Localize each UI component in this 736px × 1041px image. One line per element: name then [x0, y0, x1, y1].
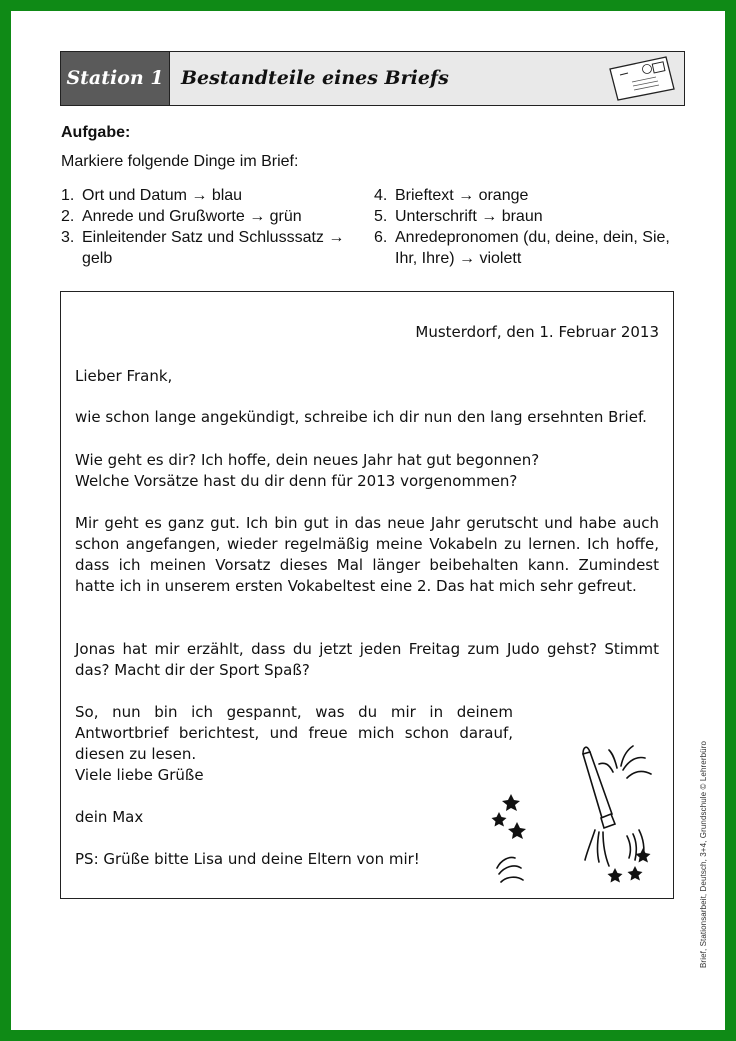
envelope-icon	[606, 55, 678, 102]
letter-ps: PS: Grüße bitte Lisa und deine Eltern von mir!	[75, 850, 420, 868]
list-item: 4. Brieftext → orange	[374, 187, 529, 204]
letter-para-2: Mir geht es ganz gut. Ich bin gut in das neue Jahr gerutscht und habe auch schon angefangen, wieder regelmäßig meine Vokabeln zu lernen. Ich hoffe, dass ich meinen Vorsatz dieses Mal länger beibehalten kann. Zumindest hatte ich in unserem ersten Vokabeltest eine 2. Das hat mich sehr gefreut.	[75, 514, 659, 595]
letter-para-1-line-1: Wie geht es dir? Ich hoffe, dein neues Jahr hat gut begonnen?	[75, 451, 540, 469]
rocket-fireworks-icon	[491, 742, 661, 890]
letter-date: Musterdorf, den 1. Februar 2013	[415, 323, 659, 341]
station-header	[60, 51, 685, 106]
task-list-left	[61, 185, 361, 269]
copyright-note: Brief, Stationsarbeit, Deutsch, 3+4, Grundschule © Lehrerbüro	[699, 740, 708, 968]
letter-para-4: So, nun bin ich gespannt, was du mir in deinem Antwortbrief berichtest, und freue mich schon darauf, diesen zu lesen.	[75, 703, 513, 763]
letter-box	[60, 291, 674, 899]
letter-salutation: Lieber Frank,	[75, 367, 173, 385]
list-item: 2. Anrede und Grußworte → grün	[61, 208, 302, 225]
task-list-right	[374, 185, 694, 269]
station-label: Station 1	[61, 52, 170, 105]
page-title: Bestandteile eines Briefs	[181, 67, 449, 89]
letter-closing: Viele liebe Grüße	[75, 766, 204, 784]
list-item: 5. Unterschrift → braun	[374, 208, 543, 225]
task-intro: Markiere folgende Dinge im Brief:	[61, 153, 299, 170]
worksheet-page	[11, 11, 725, 1030]
list-item: 6. Anredepronomen (du, deine, dein, Sie, Ihr, Ihre) → violett	[374, 229, 670, 267]
letter-para-1-line-2: Welche Vorsätze hast du dir denn für 2013 vorgenommen?	[75, 472, 518, 490]
letter-signature: dein Max	[75, 808, 144, 826]
list-item: 1. Ort und Datum → blau	[61, 187, 243, 204]
task-heading: Aufgabe:	[61, 124, 131, 141]
letter-intro: wie schon lange angekündigt, schreibe ich dir nun den lang ersehnten Brief.	[75, 408, 647, 426]
letter-para-3: Jonas hat mir erzählt, dass du jetzt jeden Freitag zum Judo gehst? Stimmt das? Macht dir der Sport Spaß?	[75, 640, 659, 679]
list-item: 3. Einleitender Satz und Schlusssatz → gelb	[61, 229, 345, 267]
